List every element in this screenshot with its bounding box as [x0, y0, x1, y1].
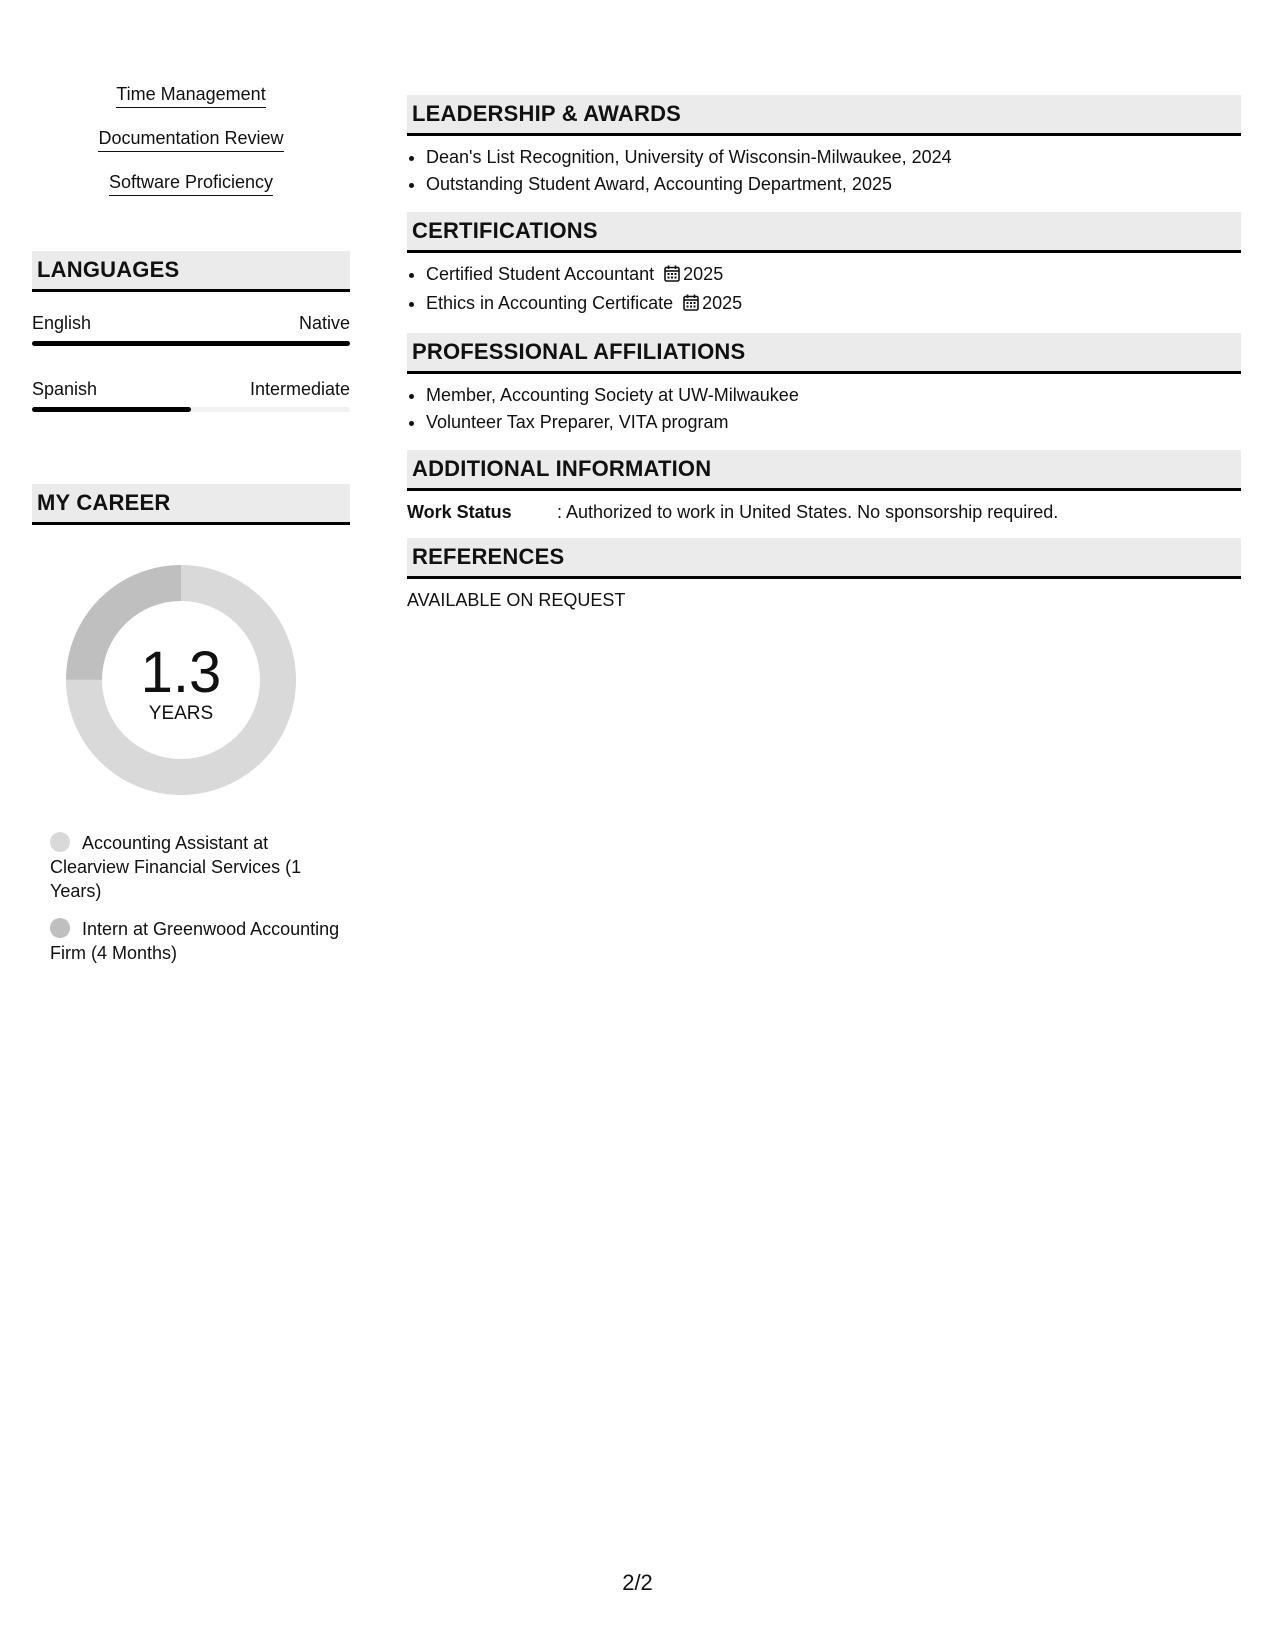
career-donut-chart — [66, 565, 296, 795]
certifications-list — [407, 261, 1241, 319]
donut-center — [66, 565, 296, 725]
skill-item: Documentation Review — [98, 126, 283, 152]
list-item: • Dean's List Recognition, University of Wisconsin-Milwaukee, 2024 — [426, 144, 1241, 171]
language-item — [32, 312, 350, 346]
career-legend — [32, 831, 340, 965]
legend-item — [50, 831, 340, 903]
left-column — [32, 82, 350, 979]
languages-heading: LANGUAGES — [32, 251, 350, 292]
legend-dot — [50, 918, 70, 938]
list-item: • Member, Accounting Society at UW-Milwaukee — [426, 382, 1241, 409]
calendar-icon — [683, 292, 699, 319]
language-bar-fill — [32, 341, 350, 346]
skills-list — [32, 82, 350, 214]
additional-info-heading: ADDITIONAL INFORMATION — [407, 450, 1241, 491]
work-status-label: Work Status — [407, 502, 512, 522]
career-total-unit: YEARS — [148, 703, 214, 724]
language-bar — [32, 341, 350, 346]
certification-item — [426, 261, 1241, 290]
list-item: • Outstanding Student Award, Accounting Department, 2025 — [426, 171, 1241, 198]
work-status-row — [407, 500, 1241, 524]
affiliations-heading: PROFESSIONAL AFFILIATIONS — [407, 333, 1241, 374]
references-text: AVAILABLE ON REQUEST — [407, 590, 626, 610]
work-status-value: : Authorized to work in United States. No sponsorship required. — [557, 502, 1059, 522]
certification-year: 2025 — [683, 264, 724, 284]
affiliations-list — [407, 382, 1241, 436]
certification-year: 2025 — [702, 293, 743, 313]
leadership-heading: LEADERSHIP & AWARDS — [407, 95, 1241, 136]
leadership-list — [407, 144, 1241, 198]
legend-label: Accounting Assistant at Clearview Financial Services (1 Years) — [50, 833, 302, 901]
calendar-icon — [664, 263, 680, 290]
certification-item — [426, 290, 1241, 319]
skill-item: Time Management — [116, 82, 265, 108]
language-name: English — [32, 313, 92, 333]
legend-label: Intern at Greenwood Accounting Firm (4 Months) — [50, 919, 340, 963]
language-bar-fill — [32, 407, 191, 412]
list-item: • Volunteer Tax Preparer, VITA program — [426, 409, 1241, 436]
certification-name: Ethics in Accounting Certificate — [426, 293, 674, 313]
language-level: Intermediate — [249, 379, 350, 399]
career-heading: MY CAREER — [32, 484, 350, 525]
skill-item: Software Proficiency — [109, 170, 273, 196]
language-item — [32, 378, 350, 412]
right-column — [407, 95, 1241, 612]
certification-name: Certified Student Accountant — [426, 264, 655, 284]
language-name: Spanish — [32, 379, 98, 399]
legend-dot — [50, 832, 70, 852]
page-number: 2/2 — [622, 1570, 653, 1595]
certifications-heading: CERTIFICATIONS — [407, 212, 1241, 253]
language-bar — [32, 407, 350, 412]
legend-item — [50, 917, 340, 965]
career-total-value: 1.3 — [140, 640, 222, 705]
references-heading: REFERENCES — [407, 538, 1241, 579]
language-level: Native — [298, 313, 350, 333]
